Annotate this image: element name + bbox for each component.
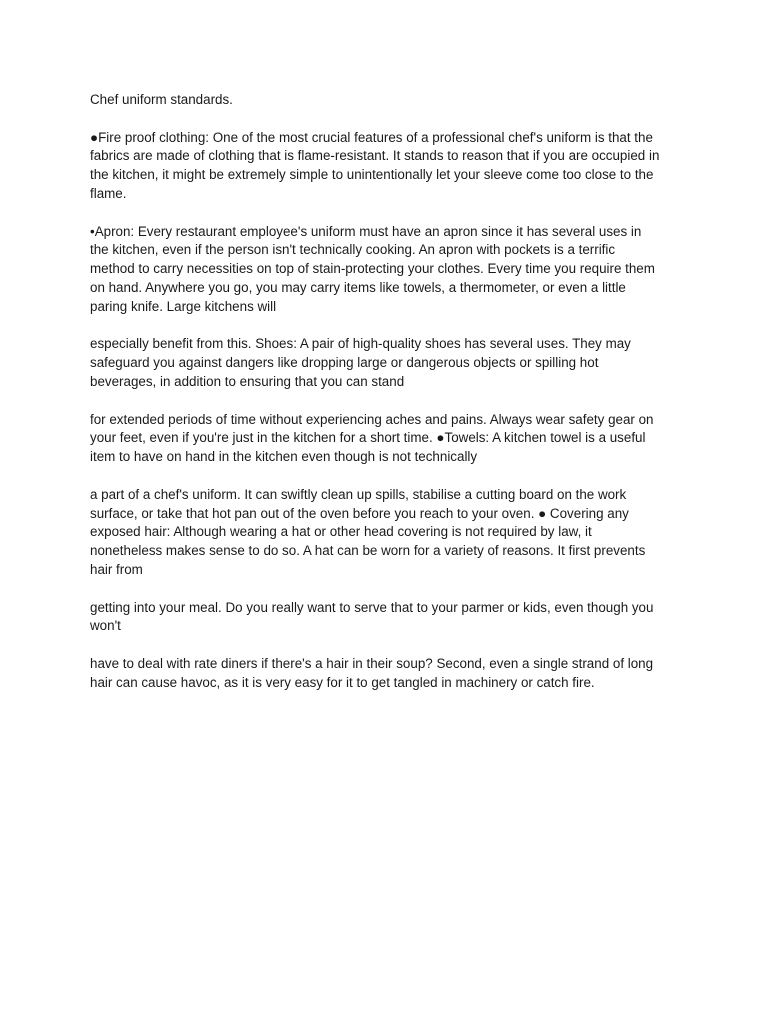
text-line: hair from [90,561,143,577]
body-paragraph [90,599,690,637]
text-line: surface, or take that hot pan out of the oven before you reach to your oven. ● Covering any [90,505,629,521]
text-line: nonetheless makes sense to do so. A hat can be worn for a variety of reasons. It first prevents [90,543,646,559]
text-line: exposed hair: Although wearing a hat or other head covering is not required by law, it [90,524,592,540]
text-line: have to deal with rate diners if there's a hair in their soup? Second, even a single strand of long [90,655,654,671]
text-line: method to carry necessities on top of stain-protecting your clothes. Every time you require them [90,261,655,277]
document-body [90,129,690,693]
document-title: Chef uniform standards. [90,92,233,107]
text-line: •Apron: Every restaurant employee's uniform must have an apron since it has several uses in [90,223,642,239]
document-page [90,91,690,711]
text-line: safeguard you against dangers like dropping large or dangerous objects or spilling hot [90,355,599,371]
text-line: ●Fire proof clothing: One of the most crucial features of a professional chef's uniform is that the [90,129,653,145]
text-line: paring knife. Large kitchens will [90,298,277,314]
text-line: beverages, in addition to ensuring that you can stand [90,373,405,389]
text-line: fabrics are made of clothing that is flame-resistant. It stands to reason that if you are occupied in [90,148,660,164]
text-line: for extended periods of time without experiencing aches and pains. Always wear safety gear on [90,411,654,427]
text-line: item to have on hand in the kitchen even though is not technically [90,449,478,465]
text-line: hair can cause havoc, as it is very easy for it to get tangled in machinery or catch fire. [90,674,595,690]
text-line: getting into your meal. Do you really want to serve that to your parmer or kids, even though you [90,599,654,615]
text-line: a part of a chef's uniform. It can swiftly clean up spills, stabilise a cutting board on the work [90,486,627,502]
body-paragraph [90,411,690,467]
text-line: on hand. Anywhere you go, you may carry items like towels, a thermometer, or even a little [90,279,626,295]
text-line: flame. [90,185,127,201]
text-line: the kitchen, it might be extremely simple to unintentionally let your sleeve come too close to the [90,167,654,183]
text-line: the kitchen, even if the person isn't technically cooking. An apron with pockets is a terrific [90,242,616,258]
text-line: won't [90,618,121,634]
text-line: especially benefit from this. Shoes: A pair of high-quality shoes has several uses. They may [90,336,631,352]
body-paragraph [90,486,690,580]
body-paragraph [90,129,690,204]
text-line: your feet, even if you're just in the kitchen for a short time. ●Towels: A kitchen towel is a useful [90,430,646,446]
body-paragraph [90,655,690,693]
body-paragraph [90,223,690,317]
body-paragraph [90,335,690,391]
